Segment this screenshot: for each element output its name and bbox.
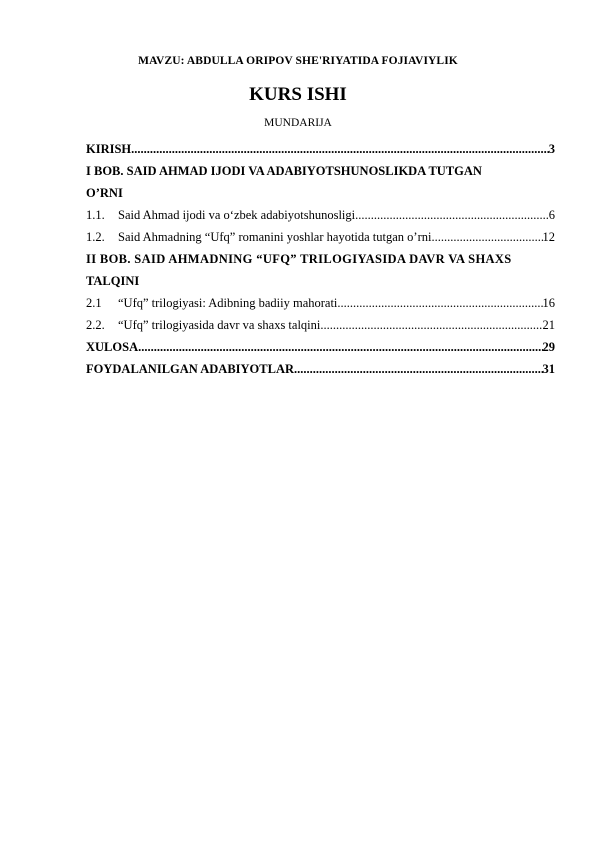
toc-chapter-1-line-1: I BOB. SAID AHMAD IJODI VA ADABIYOTSHUNOSLIKDA TUTGAN [86,164,482,178]
dot-leader [131,141,549,157]
toc-entry-page: 16 [542,296,555,310]
work-type-title: KURS ISHI [249,84,347,105]
dot-leader [294,361,542,377]
toc-entry-intro [86,141,555,163]
toc-entry-references [86,361,555,383]
toc-entry-label: “Ufq” trilogiyasi: Adibning badiiy mahorati [118,296,338,310]
toc-entry-label: Said Ahmad ijodi va o‘zbek adabiyotshunosligi [118,208,356,222]
dot-leader [337,295,542,311]
dot-leader [355,207,549,223]
table-of-contents [86,141,555,383]
toc-entry-page: 31 [542,362,555,376]
toc-entry-page: 12 [542,230,555,244]
table-of-contents-title: MUNDARIJA [264,117,332,129]
toc-entry-number: 1.1. [86,208,105,222]
toc-entry-page: 6 [548,208,555,222]
toc-entry-label: “Ufq” trilogiyasida davr va shaxs talqini. [118,318,324,332]
toc-entry-number: 1.2. [86,230,105,244]
topic-heading: MAVZU: ABDULLA ORIPOV SHE'RIYATIDA FOJIAVIYLIK [138,55,458,67]
toc-entry-number: 2.2. [86,318,105,332]
toc-entry-label: XULOSA [86,340,139,354]
toc-entry-section-2-1 [86,295,555,317]
dot-leader [324,317,543,333]
toc-chapter-2-line-1: II BOB. SAID AHMADNING “UFQ” TRILOGIYASIDA DAVR VA SHAXS [86,252,512,266]
toc-chapter-2-line-2: TALQINI [86,274,140,288]
toc-entry-label: Said Ahmadning “Ufq” romanini yoshlar hayotida tutgan o’rni [118,230,432,244]
toc-entry-section-1-2 [86,229,555,251]
toc-entry-label: FOYDALANILGAN ADABIYOTLAR [86,362,295,376]
dot-leader [138,339,542,355]
toc-entry-section-2-2 [86,317,555,339]
toc-entry-page: 29 [542,340,555,354]
toc-entry-number: 2.1 [86,296,102,310]
toc-entry-page: 3 [548,142,555,156]
dot-leader [431,229,542,245]
toc-entry-section-1-1 [86,207,555,229]
toc-chapter-1-line-2: O’RNI [86,186,123,200]
toc-entry-page: 21 [542,318,555,332]
toc-entry-label: KIRISH [86,142,132,156]
toc-entry-conclusion [86,339,555,361]
